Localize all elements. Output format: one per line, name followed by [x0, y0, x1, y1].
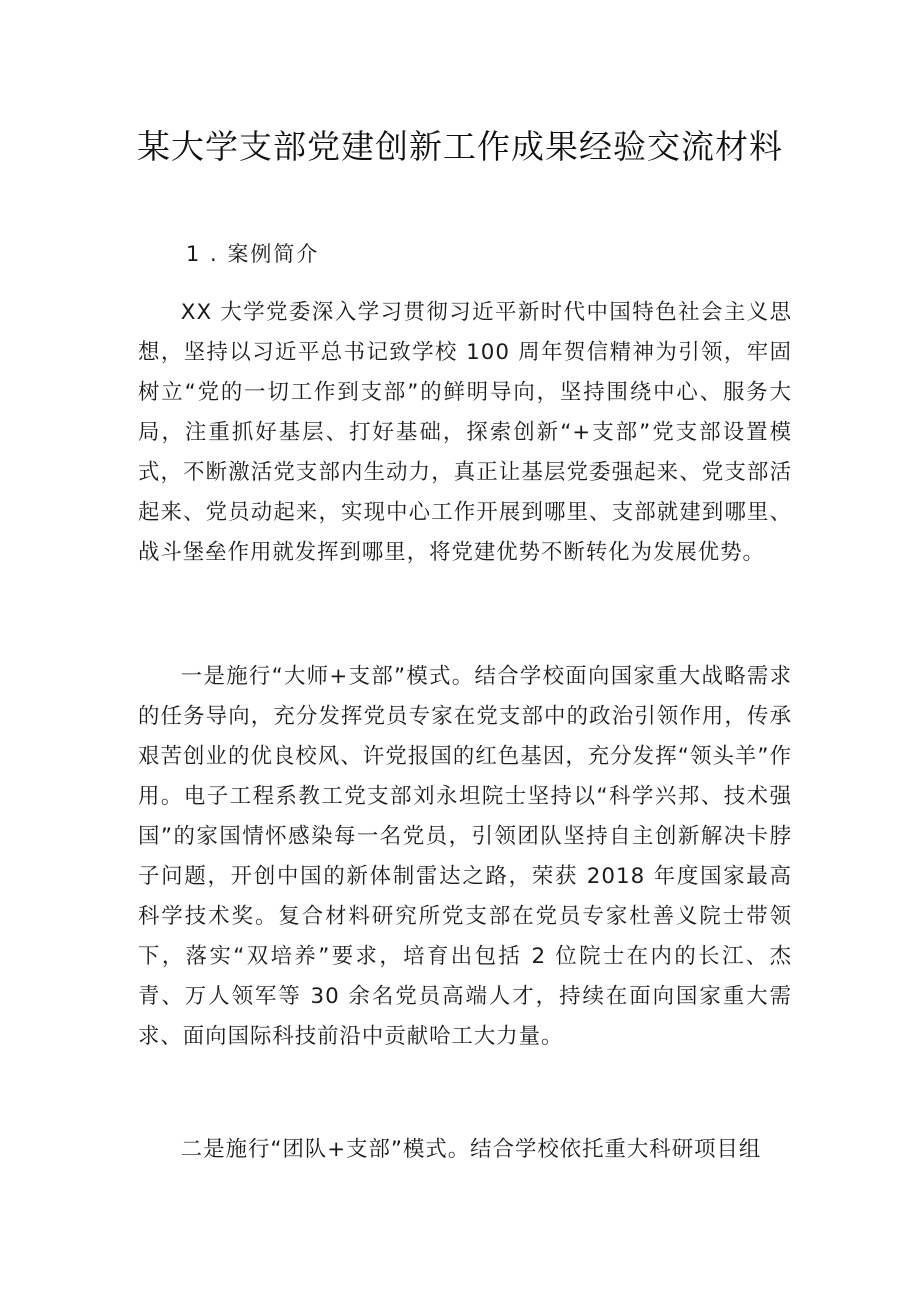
paragraph-intro: XX 大学党委深入学习贯彻习近平新时代中国特色社会主义思想，坚持以习近平总书记致学校 100 周年贺信精神为引领，牢固树立“党的一切工作到支部”的鲜明导向，坚持围绕中心、服务大局，注重抓好基层、打好基础，探索创新“+支部”党支部设置模式，不断激活党支部内生动力，真正让基层党委强起来、党支部活起来、党员动起来，实现中心工作开展到哪里、支部就建到哪里、战斗堡垒作用就发挥到哪里，将党建优势不断转化为发展优势。	[138, 300, 792, 565]
paragraph-team-branch: 二是施行“团队+支部”模式。结合学校依托重大科研项目组	[180, 1137, 762, 1162]
document-title: 某大学支部党建创新工作成果经验交流材料	[137, 127, 783, 166]
paragraph-master-branch: 一是施行“大师+支部”模式。结合学校面向国家重大战略需求的任务导向，充分发挥党员专家在党支部中的政治引领作用，传承艰苦创业的优良校风、许党报国的红色基因，充分发挥“领头羊”作用。电子工程系教工党支部刘永坦院士坚持以“科学兴邦、技术强国”的家国情怀感染每一名党员，引领团队坚持自主创新解决卡脖子问题，开创中国的新体制雷达之路，荣获 2018 年度国家最高科学技术奖。复合材料研究所党支部在党员专家杜善义院士带领下，落实“双培养”要求，培育出包括 2 位院士在内的长江、杰青、万人领军等 30 余名党员高端人才，持续在面向国家重大需求、面向国际科技前沿中贡献哈工大力量。	[138, 664, 792, 1049]
section-heading: 1 . 案例简介	[186, 242, 320, 266]
